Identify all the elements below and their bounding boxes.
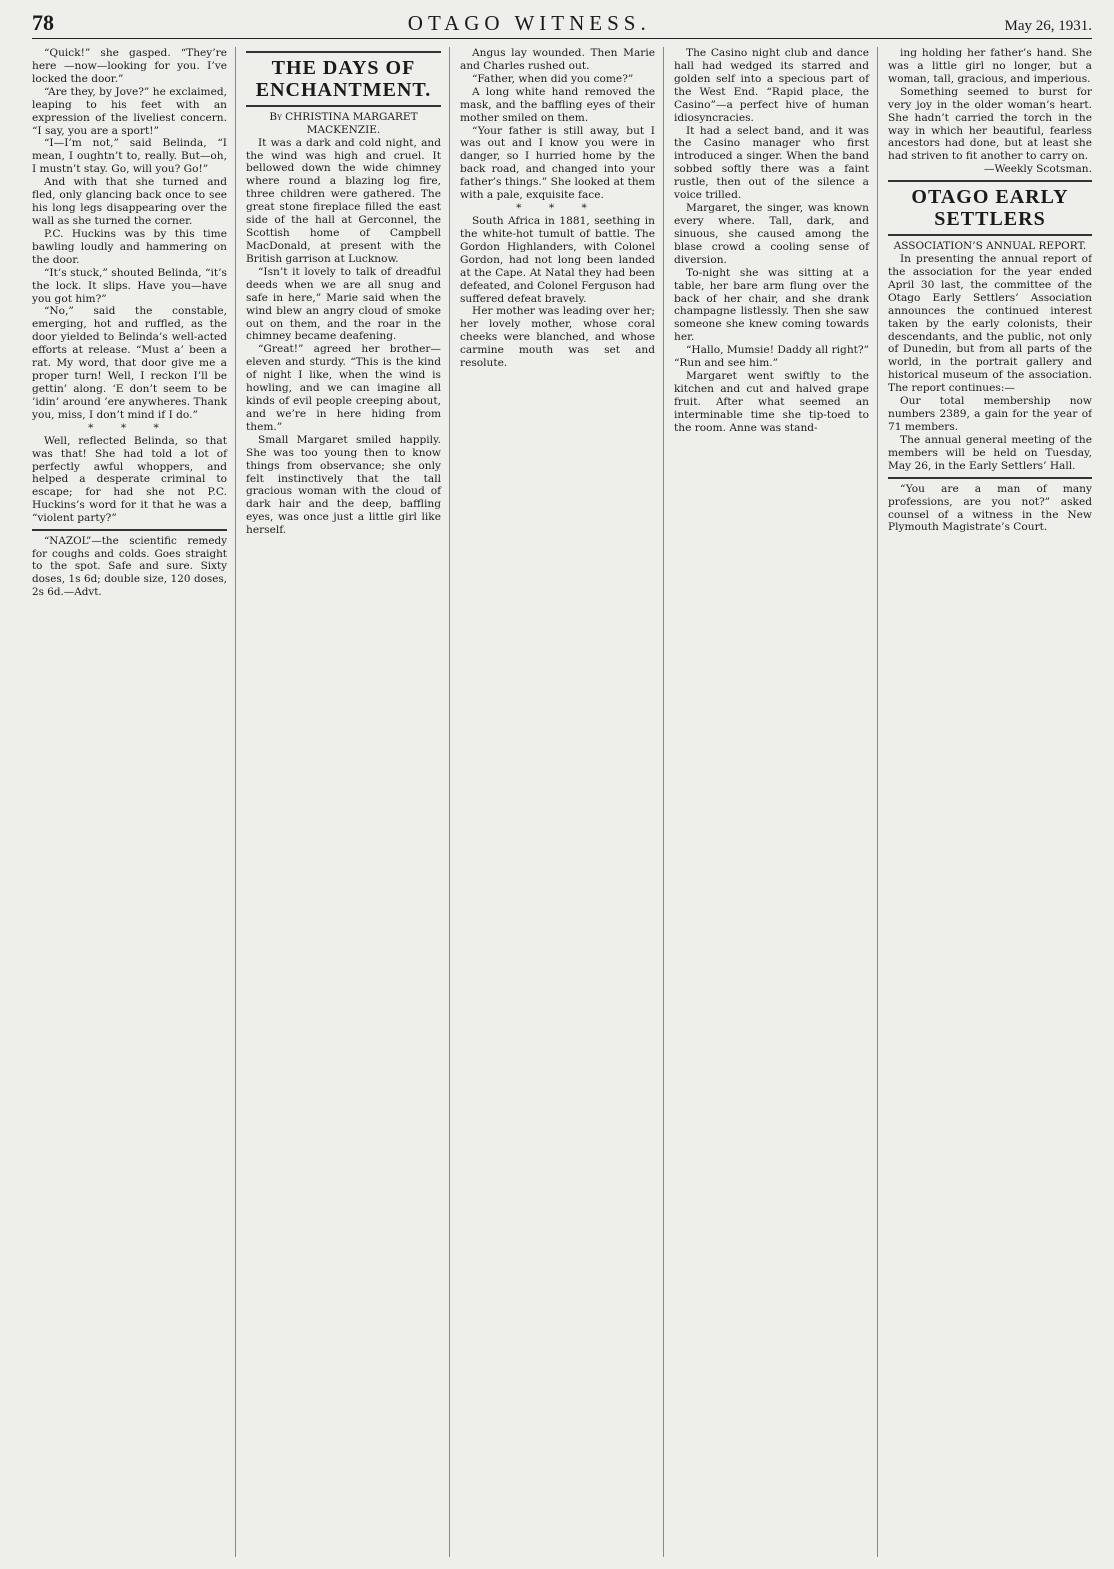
paragraph: “Quick!” she gasped. “They’re here —now—looking for you. I’ve locked the door.”	[32, 47, 227, 85]
divider	[246, 51, 441, 53]
paragraph: A long white hand removed the mask, and the baffling eyes of their mother smiled on them.	[460, 85, 655, 124]
paragraph: “You are a man of many professions, are you not?” asked counsel of a witness in the New Plymouth Magistrate’s Court.	[888, 482, 1092, 534]
article-title: OTAGO EARLY SETTLERS	[911, 186, 1069, 231]
divider	[246, 105, 441, 107]
paragraph: The annual general meeting of the members will be held on Tuesday, May 26, in the Early Settlers’ Hall.	[888, 433, 1092, 472]
column-4	[674, 47, 878, 1557]
paragraph: “Hallo, Mumsie! Daddy all right?” “Run and see him.”	[674, 344, 869, 370]
column-1	[32, 47, 236, 1557]
paragraph: “Are they, by Jove?” he exclaimed, leaping to his feet with an expression of the liveliest concern. “I say, you are a sport!”	[32, 85, 227, 137]
article-title: THE DAYS OF ENCHANTMENT.	[255, 57, 432, 101]
paragraph: “Great!” agreed her brother—eleven and sturdy. “This is the kind of night I like, when the wind is howling, and we can imagine all kinds of evil people creeping about, and we’re in here hiding from them.”	[246, 343, 441, 433]
source-credit: —Weekly Scotsman.	[983, 163, 1092, 176]
divider	[888, 477, 1092, 479]
paragraph: “It’s stuck,” shouted Belinda, “it’s the lock. It slips. Have you—have you got him?”	[32, 266, 227, 305]
paragraph: It had a select band, and it was the Casino manager who first introduced a singer. When the band sobbed softly there was a faint rustle, then out of the silence a voice trilled.	[674, 124, 869, 202]
paragraph: To-night she was sitting at a table, her bare arm flung over the back of her chair, and she drank champagne listlessly. Then she saw someone she knew coming towards her.	[674, 266, 869, 344]
subheading: ASSOCIATION’S ANNUAL REPORT.	[893, 240, 1087, 253]
paragraph: “Your father is still away, but I was out and I know you were in danger, so I hurried home by the back road, and changed into your father’s things.” She looked at them with a pale, exquisite face.	[460, 124, 655, 202]
paragraph: Our total membership now numbers 2389, a gain for the year of 71 members.	[888, 395, 1092, 433]
paragraph: Margaret went swiftly to the kitchen and cut and halved grape fruit. After what seemed an interminable time she tip-toed to the room. Anne was stand-	[674, 370, 869, 434]
masthead	[32, 10, 1092, 39]
paragraph: Well, reflected Belinda, so that was that! She had told a lot of perfectly awful whoppers, and helped a desperate criminal to escape; for had she not P.C. Huckins’s word for it that he was a “violent party?”	[32, 434, 227, 525]
columns	[32, 47, 1092, 1557]
paragraph: “Father, when did you come?”	[472, 72, 634, 85]
paragraph: And with that she turned and fled, only glancing back once to see his long legs disappearing over the wall as she turned the corner.	[32, 176, 227, 227]
paragraph: “No,” said the constable, emerging, hot and ruffled, as the door yielded to Belinda’s well-acted efforts at release. “Must a’ been a rat. My word, that door give me a proper turn! Well, I reckon I’ll be gettin’ along. ‘E don’t seem to be ’idin’ around ’ere anywheres. Thank you, miss, I don’t mind if I do.”	[32, 305, 227, 421]
paragraph: “I—I’m not,” said Belinda, “I mean, I oughtn’t to, really. But—oh, I mustn’t stay. Go, will you? Go!”	[32, 137, 227, 176]
paragraph: In presenting the annual report of the association for the year ended April 30 last, the committee of the Otago Early Settlers’ Association announces the continued interest taken by the early colonists, their descendants, and the public, not only of Dunedin, but from all parts of the world, in the portrait gallery and historical museum of the association. The report continues:—	[888, 253, 1092, 395]
column-3	[460, 47, 664, 1557]
paragraph: “Isn’t it lovely to talk of dreadful deeds when we are all snug and safe in here,” Marie said when the wind blew an angry cloud of smoke out on them, and the roar in the chimney became deafening.	[246, 265, 441, 343]
paragraph: Small Margaret smiled happily. She was too young then to know things from observance; she only felt instinctively that the tall gracious woman with the cloud of dark hair and the deep, baffling eyes, was once just a little girl like herself.	[246, 433, 441, 537]
section-break: * * *	[88, 421, 171, 434]
paragraph: It was a dark and cold night, and the wind was high and cruel. It bellowed down the wide chimney where round a blazing log fire, three children were gathered. The great stone fireplace filled the east side of the hall at Gerconnel, the Scottish home of Campbell MacDonald, at present with the British garrison at Lucknow.	[246, 136, 441, 265]
divider	[888, 234, 1092, 236]
divider	[32, 529, 227, 531]
advertisement: “NAZOL”—the scientific remedy for coughs and colds. Goes straight to the spot. Safe and sure. Sixty doses, 1s 6d; double size, 120 doses, 2s 6d.—Advt.	[32, 535, 227, 598]
paragraph: Something seemed to burst for very joy in the older woman’s heart. She hadn’t carried the torch in the way in which her beautiful, fearless ancestors had done, but at least she had striven to fit another to carry on.	[888, 85, 1092, 163]
paragraph: Angus lay wounded. Then Marie and Charles rushed out.	[460, 47, 655, 72]
paragraph: The Casino night club and dance hall had wedged its starred and golden self into a specious part of the West End. “Rapid place, the Casino”—a perfect hive of human idiosyncracies.	[674, 47, 869, 124]
column-2	[246, 47, 450, 1557]
paragraph: P.C. Huckins was by this time bawling loudly and hammering on the door.	[32, 227, 227, 266]
paragraph: ing holding her father’s hand. She was a little girl no longer, but a woman, tall, gracious, and imperious.	[888, 47, 1092, 85]
issue-date: May 26, 1931.	[1004, 18, 1092, 34]
paragraph: Margaret, the singer, was known every where. Tall, dark, and sinuous, she caused among the blase crowd a cooling sense of diversion.	[674, 202, 869, 266]
page-number: 78	[32, 10, 54, 35]
paragraph: South Africa in 1881, seething in the white-hot tumult of battle. The Gordon Highlanders, with Colonel Gordon, had not long been landed at the Cape. At Natal they had been defeated, and Colonel Ferguson had suffered defeat bravely.	[460, 214, 655, 305]
paper-name: OTAGO WITNESS.	[407, 11, 651, 35]
section-break: * * *	[516, 202, 599, 215]
divider	[888, 180, 1092, 182]
paragraph: Her mother was leading over her; her lovely mother, whose coral cheeks were blanched, and whose carmine mouth was set and resolute.	[460, 305, 655, 370]
byline: By CHRISTINA MARGARET MACKENZIE.	[269, 111, 418, 136]
column-5	[888, 47, 1092, 1557]
